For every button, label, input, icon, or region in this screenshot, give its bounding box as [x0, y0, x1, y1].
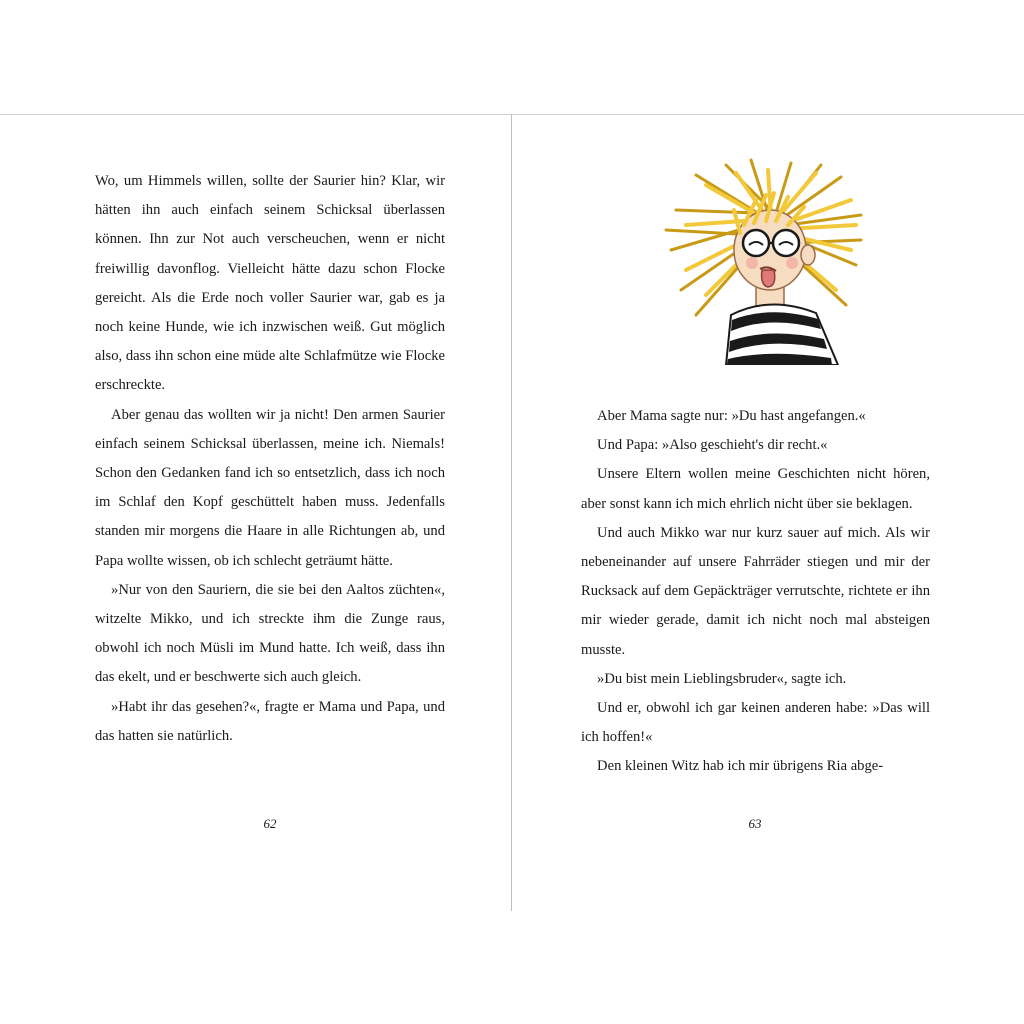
paragraph: Den kleinen Witz hab ich mir übrigens Ria abge-: [597, 758, 884, 775]
left-page: [0, 115, 511, 911]
paragraph: »Habt ihr das gesehen?«, fragte er Mama und Papa, und das hatten sie natürlich.: [95, 698, 445, 744]
page-number-right: 63: [748, 816, 762, 831]
girl-illustration-icon: [656, 155, 866, 365]
paragraph: Und auch Mikko war nur kurz sauer auf mich. Als wir nebeneinander auf unsere Fahrräder stiegen und mir der Rucksack auf dem Gepäckträger verrutschte, richtete er ihn mir wieder gerade, damit ich nicht noch mal absteigen musste.: [581, 524, 930, 658]
right-page-text: [581, 402, 930, 782]
right-page: [512, 115, 1024, 911]
book-spread: [0, 114, 1024, 911]
paragraph: Aber genau das wollten wir ja nicht! Den armen Saurier einfach seinem Schicksal überlassen, meine ich. Niemals! Schon den Gedanken fand ich so entsetzlich, dass ich noch im Schlaf den Kopf geschüttelt haben muss. Jedenfalls standen mir morgens die Haare in alle Richtungen ab, und Papa wollte wissen, ob ich schlecht geträumt hätte.: [95, 406, 445, 569]
left-page-text: [95, 167, 445, 751]
paragraph: Wo, um Himmels willen, sollte der Saurier hin? Klar, wir hätten ihn auch einfach seinem Schicksal überlassen können. Ihn zur Not auch verscheuchen, wenn er nicht freiwillig davonflog. Vielleicht hätte dazu schon Flocke gereicht. Als die Erde noch voller Saurier war, gab es ja noch keine Hunde, wie ich inzwischen weiß. Gut möglich also, dass ihn schon eine müde alte Schlafmütze wie Flocke erschreckte.: [95, 173, 445, 394]
paragraph: Aber Mama sagte nur: »Du hast angefangen.«: [597, 408, 866, 424]
girl-sticking-out-tongue-illustration: [656, 155, 866, 365]
paragraph: »Nur von den Sauriern, die sie bei den Aaltos züchten«, witzelte Mikko, und ich streckte ihm die Zunge raus, obwohl ich noch Müsli im Mund hatte. Ich weiß, dass ihn das ekelt, und er beschwerte sich auch gleich.: [95, 581, 445, 686]
paragraph: Und Papa: »Also geschieht's dir recht.«: [597, 437, 828, 454]
paragraph: »Du bist mein Lieblingsbruder«, sagte ich.: [597, 670, 847, 687]
paragraph: Und er, obwohl ich gar keinen anderen habe: »Das will ich hoffen!«: [581, 700, 930, 746]
paragraph: Unsere Eltern wollen meine Geschichten nicht hören, aber sonst kann ich mich ehrlich nicht über sie beklagen.: [581, 466, 930, 512]
page-number-left: 62: [263, 816, 277, 831]
